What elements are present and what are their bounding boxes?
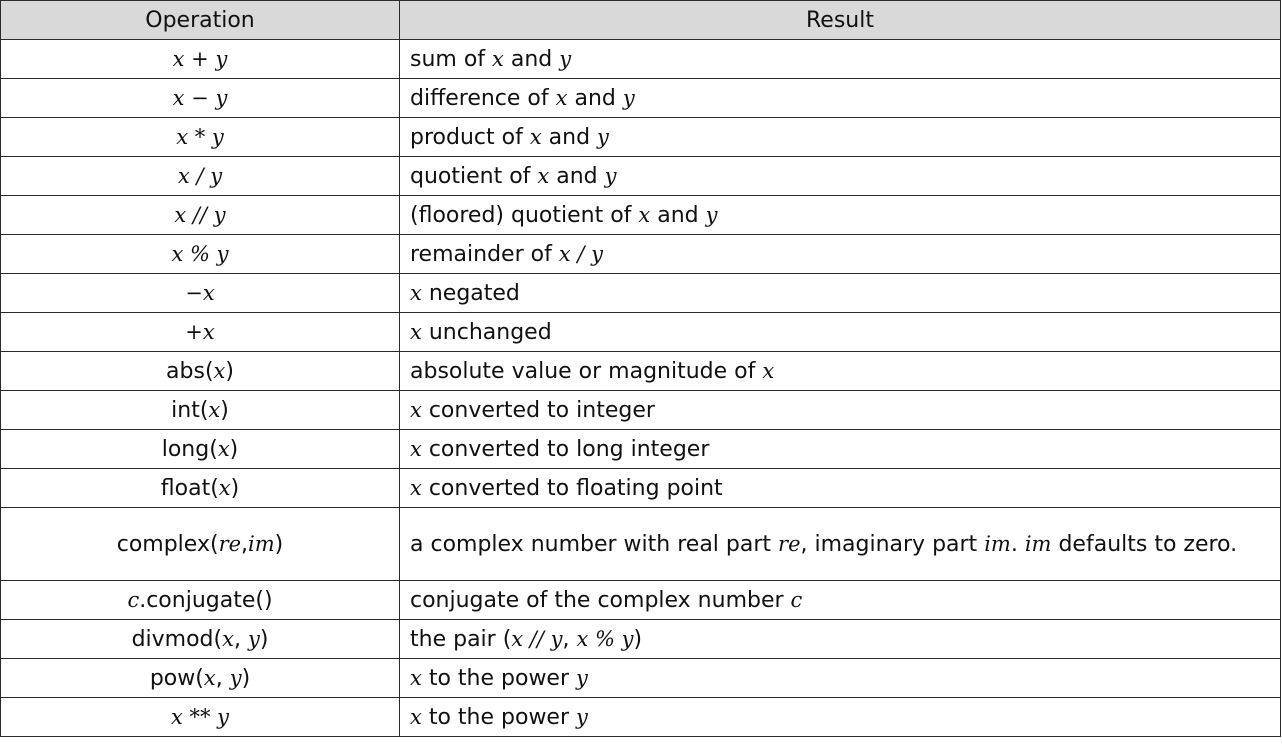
text-fragment: and [503, 46, 560, 72]
operation-cell [1, 508, 400, 581]
table-row [1, 196, 1281, 235]
table-row [1, 313, 1281, 352]
math-symbol: x [410, 704, 422, 729]
math-symbol: y [247, 626, 260, 651]
text-fragment: defaults to zero. [1051, 531, 1238, 557]
table-row [1, 659, 1281, 698]
operation-cell [1, 196, 400, 235]
text-fragment: , [233, 626, 248, 652]
text-fragment: quotient of [410, 163, 538, 189]
text-fragment: .conjugate() [139, 587, 273, 613]
result-cell [400, 157, 1281, 196]
math-symbol: x [222, 626, 234, 651]
math-symbol: x [213, 358, 226, 383]
result-cell [400, 196, 1281, 235]
table-row [1, 508, 1281, 581]
operation-cell [1, 40, 400, 79]
result-cell [400, 79, 1281, 118]
math-symbol: y [211, 124, 224, 149]
math-symbol: y [559, 46, 572, 71]
math-symbol: c [127, 587, 140, 612]
math-symbol: x [576, 626, 589, 651]
math-symbol: y [705, 202, 718, 227]
math-symbol: x [529, 124, 542, 149]
math-symbol: re [778, 531, 801, 556]
text-fragment: ( [199, 397, 209, 423]
table-row [1, 118, 1281, 157]
math-symbol: x [638, 202, 651, 227]
math-symbol: y [622, 85, 635, 110]
math-symbol: y [213, 202, 226, 227]
header-row [1, 1, 1281, 40]
math-symbol: y [604, 163, 617, 188]
operation-cell [1, 469, 400, 508]
math-symbol: y [217, 704, 230, 729]
text-fragment: conjugate of the complex number [410, 587, 791, 613]
operation-cell [1, 391, 400, 430]
math-symbol: x [410, 665, 422, 690]
math-symbol: x [410, 319, 422, 344]
math-symbol: y [550, 626, 563, 651]
text-fragment: and [541, 124, 598, 150]
table-row [1, 698, 1281, 737]
table-row [1, 430, 1281, 469]
math-symbol: x [555, 85, 568, 110]
text-fragment: ) [229, 436, 239, 462]
text-fragment: ) [633, 626, 643, 652]
math-symbol: re [218, 531, 242, 556]
text-fragment: ( [209, 531, 219, 557]
math-symbol: / [189, 163, 211, 188]
text-fragment: . [1010, 531, 1025, 557]
math-symbol: y [229, 665, 242, 690]
text-fragment: ( [204, 358, 214, 384]
result-cell [400, 698, 1281, 737]
text-fragment: converted to integer [421, 397, 655, 423]
table-body [1, 40, 1281, 737]
text-fragment: , [215, 665, 230, 691]
text-fragment: ) [230, 475, 240, 501]
math-symbol: y [576, 704, 588, 729]
math-symbol: x [410, 397, 422, 422]
math-symbol: x [511, 626, 524, 651]
operation-cell [1, 313, 400, 352]
text-fragment: product of [410, 124, 530, 150]
result-cell [400, 352, 1281, 391]
operation-cell [1, 118, 400, 157]
math-symbol: im [1024, 531, 1052, 556]
text-fragment: negated [421, 280, 520, 306]
table-row [1, 235, 1281, 274]
math-symbol: x [174, 202, 187, 227]
math-symbol: x [208, 397, 221, 422]
result-cell [400, 659, 1281, 698]
text-fragment: , [562, 626, 577, 652]
text-fragment: ) [225, 358, 234, 384]
math-symbol: x [172, 46, 185, 71]
header-result: Result [400, 1, 1281, 40]
math-symbol: y [591, 241, 603, 266]
math-symbol: y [576, 665, 588, 690]
text-fragment: divmod [131, 626, 214, 652]
operation-cell [1, 79, 400, 118]
math-symbol: / [570, 241, 592, 266]
math-symbol: x [558, 241, 571, 266]
math-symbol: x [410, 436, 422, 461]
text-fragment: ) [220, 397, 229, 423]
text-fragment: ( [209, 436, 218, 462]
math-symbol: % [183, 241, 217, 266]
math-symbol: x [171, 241, 184, 266]
table-row [1, 352, 1281, 391]
math-symbol: y [216, 241, 229, 266]
math-symbol: x [492, 46, 504, 71]
result-cell [400, 508, 1281, 581]
text-fragment: sum of [410, 46, 493, 72]
text-fragment: the pair ( [410, 626, 512, 652]
math-symbol: c [790, 587, 803, 612]
text-fragment: and [549, 163, 605, 189]
math-symbol: x [172, 85, 185, 110]
text-fragment: ( [195, 665, 204, 691]
text-fragment: ) [259, 626, 269, 652]
math-symbol: // [186, 202, 214, 227]
result-cell [400, 40, 1281, 79]
text-fragment: ( [213, 626, 223, 652]
math-symbol: // [523, 626, 551, 651]
math-symbol: x [170, 704, 183, 729]
math-symbol: x [762, 358, 775, 383]
result-cell [400, 274, 1281, 313]
text-fragment: a complex number with real part [410, 531, 779, 557]
text-fragment: difference of [410, 85, 556, 111]
result-cell [400, 235, 1281, 274]
text-fragment: int [171, 397, 200, 423]
table-row [1, 79, 1281, 118]
result-cell [400, 118, 1281, 157]
table-row [1, 620, 1281, 659]
math-symbol: −x [185, 280, 215, 305]
operation-cell [1, 698, 400, 737]
result-cell [400, 469, 1281, 508]
math-symbol: − [184, 85, 216, 110]
text-fragment: , imaginary part [800, 531, 985, 557]
result-cell [400, 391, 1281, 430]
text-fragment: to the power [421, 665, 577, 691]
table-row [1, 40, 1281, 79]
math-symbol: y [215, 46, 228, 71]
math-symbol: x [410, 475, 422, 500]
table-row [1, 581, 1281, 620]
operation-cell [1, 352, 400, 391]
text-fragment: (floored) quotient of [410, 202, 639, 228]
operation-cell [1, 659, 400, 698]
header-operation: Operation [1, 1, 400, 40]
math-symbol: x [217, 436, 230, 461]
text-fragment: long [161, 436, 210, 462]
table-row [1, 469, 1281, 508]
math-symbol: * [188, 124, 212, 149]
operation-cell [1, 235, 400, 274]
text-fragment: , [241, 531, 249, 557]
text-fragment: pow [149, 665, 196, 691]
text-fragment: ( [210, 475, 219, 501]
table-row [1, 274, 1281, 313]
operation-cell [1, 581, 400, 620]
result-cell [400, 620, 1281, 659]
text-fragment: abs [166, 358, 205, 384]
operation-cell [1, 430, 400, 469]
text-fragment: and [567, 85, 623, 111]
operation-cell [1, 620, 400, 659]
math-symbol: y [210, 163, 223, 188]
text-fragment: float [160, 475, 211, 501]
operation-cell [1, 274, 400, 313]
math-symbol: x [410, 280, 422, 305]
text-fragment: converted to long integer [421, 436, 710, 462]
text-fragment: remainder of [410, 241, 559, 267]
math-symbol: im [248, 531, 275, 556]
text-fragment: and [650, 202, 706, 228]
math-symbol: y [621, 626, 634, 651]
text-fragment: to the power [421, 704, 577, 730]
text-fragment: ) [241, 665, 251, 691]
table-row [1, 157, 1281, 196]
math-symbol: x [218, 475, 231, 500]
text-fragment: ) [274, 531, 284, 557]
result-cell [400, 581, 1281, 620]
operation-cell [1, 157, 400, 196]
math-symbol: x [537, 163, 550, 188]
text-fragment: converted to floating point [421, 475, 723, 501]
table-row [1, 391, 1281, 430]
math-symbol: x [176, 124, 189, 149]
math-symbol: ** [182, 704, 218, 729]
math-symbol: y [597, 124, 609, 149]
math-symbol: x [203, 665, 216, 690]
math-symbol: im [984, 531, 1011, 556]
math-symbol: % [588, 626, 622, 651]
text-fragment: absolute value or magnitude of [410, 358, 763, 384]
math-symbol: x [177, 163, 190, 188]
math-symbol: +x [185, 319, 215, 344]
text-fragment: unchanged [421, 319, 552, 345]
result-cell [400, 430, 1281, 469]
result-cell [400, 313, 1281, 352]
math-symbol: + [184, 46, 216, 71]
text-fragment: complex [116, 531, 210, 557]
math-symbol: y [215, 85, 228, 110]
